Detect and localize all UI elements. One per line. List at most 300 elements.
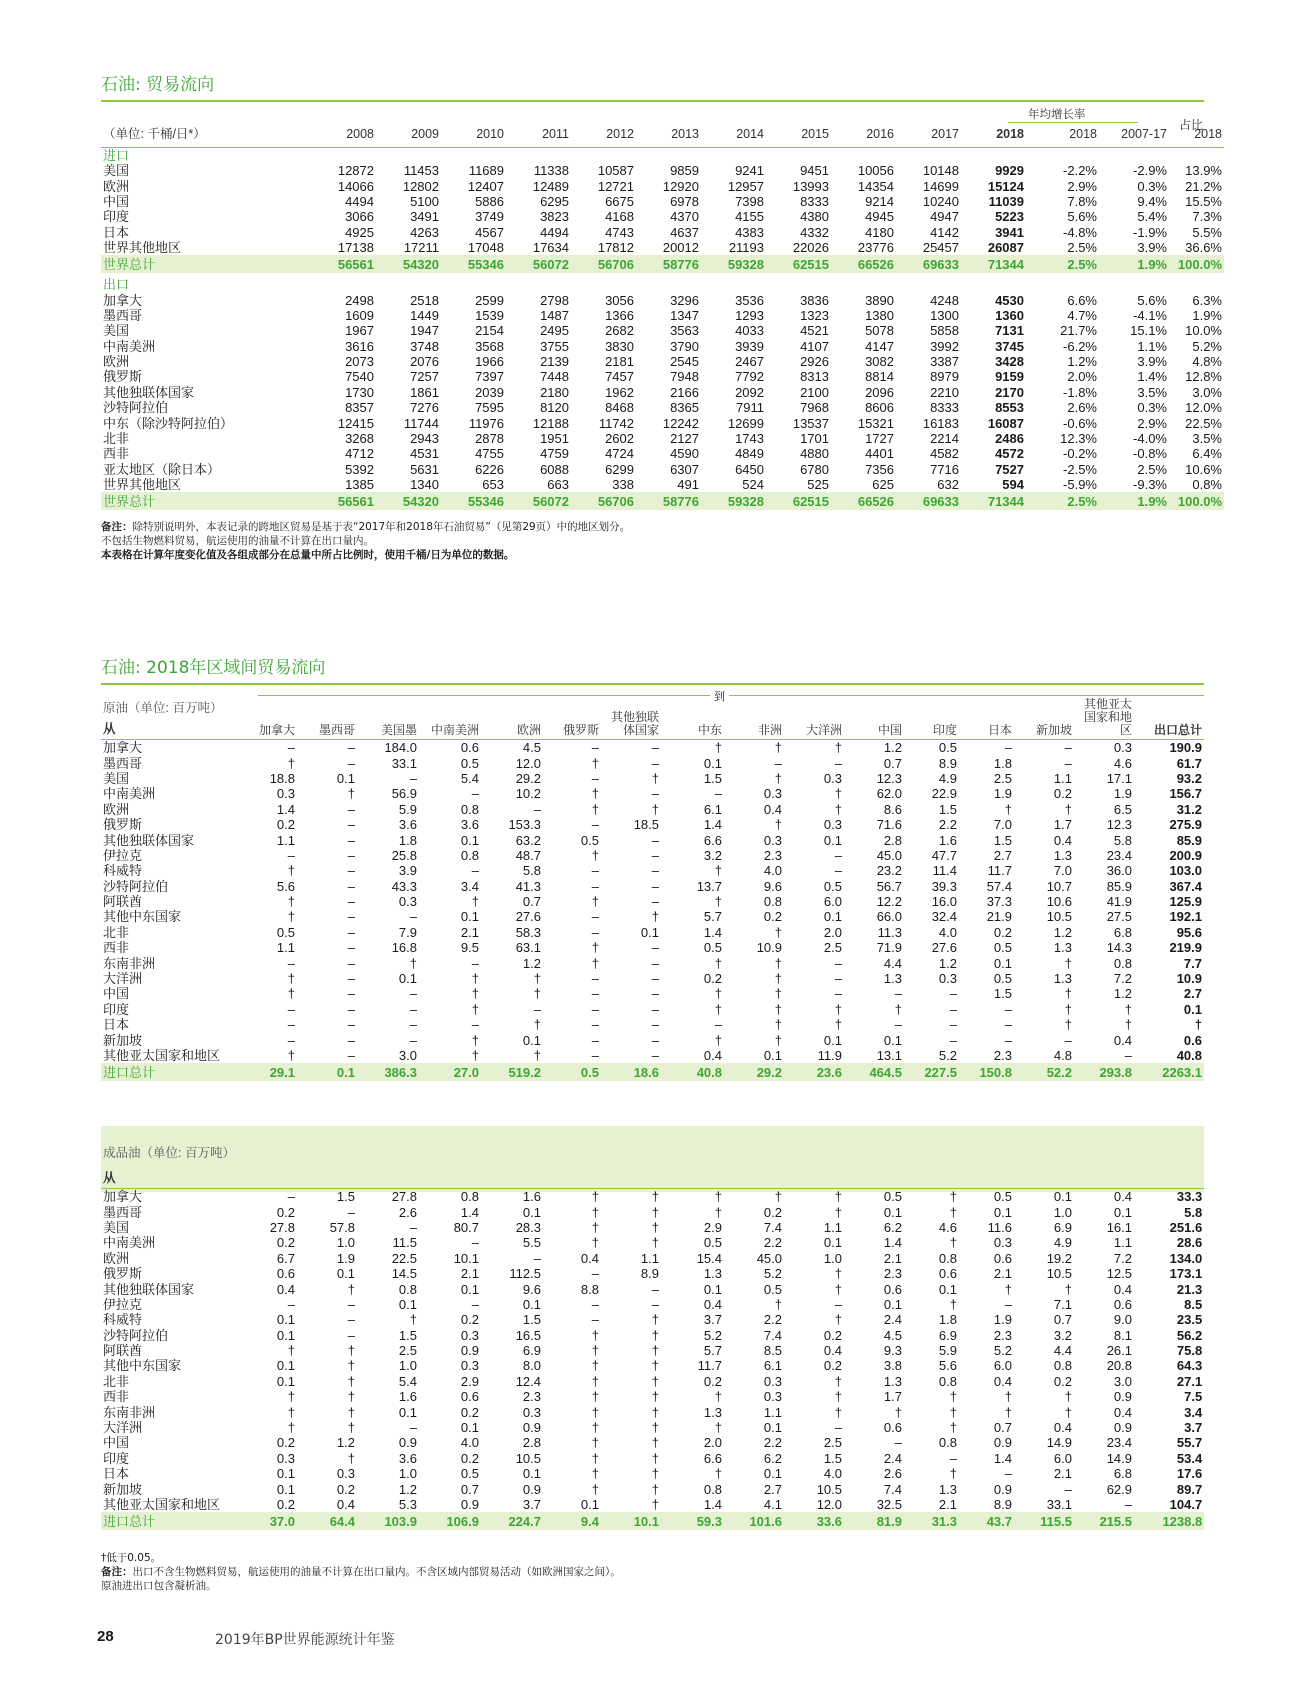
- value-cell: †: [774, 1017, 782, 1033]
- value-cell: 1.5: [522, 1312, 541, 1328]
- column-header-label: 俄罗斯: [562, 723, 599, 737]
- value-cell: –: [1004, 1032, 1012, 1048]
- value-cell: 13.7: [696, 878, 722, 894]
- to-rule: [258, 695, 1204, 696]
- value-cell: 16183: [922, 415, 959, 431]
- column-header-label: 日本: [987, 723, 1012, 737]
- value-cell: –: [347, 801, 355, 817]
- row-label: 新加坡: [103, 1032, 143, 1048]
- total-cell: 0.1: [297, 1063, 357, 1081]
- value-cell: †: [949, 1296, 957, 1312]
- value-cell: 1.5: [993, 986, 1012, 1002]
- value-cell: 2181: [605, 354, 634, 370]
- value-cell: 3.6: [398, 1450, 417, 1466]
- value-cell: 1.3: [1053, 847, 1072, 863]
- growth-cell: 12.0%: [1185, 400, 1222, 416]
- table2-notes: [101, 1551, 621, 1593]
- products-flow-table: [101, 1126, 1204, 1530]
- value-cell: 367.4: [1169, 878, 1202, 894]
- value-cell: 95.6: [1176, 924, 1202, 940]
- row-label: 印度: [103, 1450, 130, 1466]
- value-cell: 4567: [475, 224, 504, 240]
- value-cell: –: [834, 755, 842, 771]
- growth-cell: 12.3%: [1060, 431, 1097, 447]
- value-cell: 1.7: [1053, 817, 1072, 833]
- value-cell: 56706: [571, 255, 636, 273]
- value-cell: –: [591, 1001, 599, 1017]
- value-cell: 156.7: [1169, 786, 1202, 802]
- row-label: 美国: [103, 163, 130, 179]
- value-cell: 2210: [930, 384, 959, 400]
- value-cell: †: [651, 1481, 659, 1497]
- column-header-label: 墨西哥: [318, 723, 355, 737]
- column-header-label: 出口总计: [1153, 723, 1202, 737]
- value-cell: 69633: [896, 255, 961, 273]
- total-cell: 31.3: [904, 1512, 959, 1530]
- value-cell: –: [347, 878, 355, 894]
- value-cell: †: [287, 986, 295, 1002]
- value-cell: 1.9: [993, 1312, 1012, 1328]
- value-cell: –: [347, 1001, 355, 1017]
- value-cell: 57.8: [329, 1219, 355, 1235]
- value-cell: 2100: [800, 384, 829, 400]
- value-cell: –: [347, 986, 355, 1002]
- value-cell: †: [347, 1358, 355, 1374]
- value-cell: –: [834, 955, 842, 971]
- growth-rule: [1008, 122, 1138, 123]
- value-cell: 56561: [311, 255, 376, 273]
- value-cell: †: [651, 1404, 659, 1420]
- value-cell: †: [834, 1189, 842, 1205]
- value-cell: †: [774, 986, 782, 1002]
- value-cell: †: [774, 1001, 782, 1017]
- value-cell: –: [651, 1017, 659, 1033]
- value-cell: †: [714, 1389, 722, 1405]
- value-cell: 6.6: [703, 1450, 722, 1466]
- value-cell: 57.4: [986, 878, 1012, 894]
- row-label: 中国: [103, 986, 130, 1002]
- growth-cell: 6.4%: [1192, 446, 1222, 462]
- value-cell: 61.7: [1176, 755, 1202, 771]
- value-cell: 0.9: [993, 1435, 1012, 1451]
- value-cell: †: [651, 1204, 659, 1220]
- value-cell: 58776: [636, 492, 701, 510]
- growth-cell: -4.8%: [1063, 224, 1097, 240]
- value-cell: 3.8: [883, 1358, 902, 1374]
- value-cell: 8365: [670, 400, 699, 416]
- value-cell: 15.4: [696, 1250, 722, 1266]
- value-cell: 1.2: [1113, 986, 1132, 1002]
- total-cell: 2263.1: [1134, 1063, 1204, 1081]
- value-cell: 9.6: [763, 878, 782, 894]
- value-cell: 27.5: [1106, 909, 1132, 925]
- value-cell: †: [834, 1001, 842, 1017]
- row-label: 墨西哥: [103, 1204, 143, 1220]
- value-cell: 8.9: [640, 1266, 659, 1282]
- table-row: [101, 1251, 1204, 1266]
- value-cell: 10240: [922, 193, 959, 209]
- value-cell: †: [1064, 955, 1072, 971]
- value-cell: 0.4: [1053, 1420, 1072, 1436]
- value-cell: 11.7: [987, 863, 1012, 879]
- value-cell: 0.1: [522, 1466, 541, 1482]
- column-header-label: 加拿大: [258, 723, 295, 737]
- value-cell: –: [651, 1296, 659, 1312]
- value-cell: 37.3: [986, 894, 1012, 910]
- value-cell: 6.1: [763, 1358, 782, 1374]
- value-cell: 12699: [727, 415, 764, 431]
- value-cell: †: [714, 1420, 722, 1436]
- value-cell: 7.2: [1113, 1250, 1132, 1266]
- year-header: 2014: [736, 127, 764, 141]
- table-row: [101, 1404, 1204, 1419]
- value-cell: 2.1: [1053, 1466, 1072, 1482]
- value-cell: 0.1: [276, 1466, 295, 1482]
- note-line: 原油进出口包含凝析油。: [101, 1580, 217, 1592]
- value-cell: 4.6: [1113, 755, 1132, 771]
- total-cell: 40.8: [661, 1063, 724, 1081]
- value-cell: 190.9: [1169, 740, 1202, 756]
- value-cell: 0.3: [522, 1404, 541, 1420]
- value-cell: –: [651, 1001, 659, 1017]
- table-row: [101, 1281, 1204, 1296]
- value-cell: 4.5: [883, 1327, 902, 1343]
- value-cell: 153.3: [508, 817, 541, 833]
- value-cell: †: [591, 1404, 599, 1420]
- value-cell: 2.5: [993, 770, 1012, 786]
- value-cell: 1.6: [938, 832, 957, 848]
- value-cell: 0.3: [763, 1389, 782, 1405]
- value-cell: 4248: [930, 292, 959, 308]
- value-cell: 0.8: [460, 1189, 479, 1205]
- growth-cell: 2.6%: [1067, 400, 1097, 416]
- value-cell: 2.6: [883, 1466, 902, 1482]
- value-cell: 5.3: [398, 1497, 417, 1512]
- value-cell: †: [774, 770, 782, 786]
- value-cell: –: [1064, 755, 1072, 771]
- growth-cell: 1.9%: [1192, 307, 1222, 323]
- value-cell: 56072: [506, 492, 571, 510]
- value-cell: –: [591, 1048, 599, 1063]
- value-cell: 1743: [735, 431, 764, 447]
- growth-cell: -2.9%: [1133, 163, 1167, 179]
- value-cell: 0.2: [993, 924, 1012, 940]
- value-cell: 0.1: [522, 1296, 541, 1312]
- value-cell: 4.0: [763, 863, 782, 879]
- value-cell: †: [287, 894, 295, 910]
- table-row: [101, 178, 1224, 193]
- table-row: [101, 1358, 1204, 1373]
- row-label: 美国: [103, 323, 130, 339]
- value-cell: –: [409, 1420, 417, 1436]
- table-row: [101, 1002, 1204, 1017]
- column-header: [1134, 698, 1204, 737]
- value-cell: †: [834, 1389, 842, 1405]
- value-cell: 11.6: [987, 1219, 1012, 1235]
- value-cell: 1.5: [398, 1327, 417, 1343]
- value-cell: 0.8: [1113, 955, 1132, 971]
- column-header-row: [101, 698, 1204, 737]
- column-header: [1074, 698, 1134, 737]
- value-cell: †: [1004, 1404, 1012, 1420]
- value-cell: †: [347, 1389, 355, 1405]
- value-cell: 12.0: [816, 1497, 842, 1512]
- value-cell: 1.9: [336, 1250, 355, 1266]
- value-cell: 4.0: [460, 1435, 479, 1451]
- total-cell: 27.0: [419, 1063, 481, 1081]
- value-cell: –: [591, 1032, 599, 1048]
- value-cell: 0.3: [763, 1373, 782, 1389]
- value-cell: 5.6: [938, 1358, 957, 1374]
- value-cell: †: [834, 1266, 842, 1282]
- value-cell: –: [471, 1296, 479, 1312]
- total-cell: 106.9: [419, 1512, 481, 1530]
- value-cell: 69633: [896, 492, 961, 510]
- share-header: 占比: [1178, 118, 1203, 132]
- value-cell: 23.2: [876, 863, 902, 879]
- table-row: [101, 1220, 1204, 1235]
- value-cell: 0.9: [993, 1481, 1012, 1497]
- value-cell: 1.4: [703, 1497, 722, 1512]
- value-cell: 1951: [540, 431, 569, 447]
- value-cell: 6.2: [883, 1219, 902, 1235]
- value-cell: 27.8: [391, 1189, 417, 1205]
- value-cell: –: [949, 986, 957, 1002]
- value-cell: 11.7: [697, 1358, 722, 1374]
- value-cell: –: [651, 986, 659, 1002]
- value-cell: †: [774, 1189, 782, 1205]
- row-label: 其他亚太国家和地区: [103, 1048, 221, 1063]
- row-label: 大洋洲: [103, 1420, 143, 1436]
- value-cell: –: [347, 1312, 355, 1328]
- value-cell: 7.9: [398, 924, 417, 940]
- table-row: [101, 369, 1224, 384]
- value-cell: †: [714, 863, 722, 879]
- year-header: 2011: [542, 127, 569, 141]
- value-cell: 184.0: [384, 740, 417, 756]
- value-cell: 5886: [475, 193, 504, 209]
- value-cell: 8606: [865, 400, 894, 416]
- value-cell: 4168: [605, 209, 634, 225]
- value-cell: 12489: [532, 178, 569, 194]
- table-row: [101, 446, 1224, 461]
- row-label: 加拿大: [103, 740, 143, 756]
- value-cell: 9.6: [522, 1281, 541, 1297]
- value-cell: 0.6: [460, 740, 479, 756]
- value-cell: 19.2: [1046, 1250, 1072, 1266]
- value-cell: 4.9: [938, 770, 957, 786]
- value-cell: 2878: [475, 431, 504, 447]
- value-cell: 6780: [800, 461, 829, 477]
- value-cell: 2.1: [938, 1497, 957, 1512]
- value-cell: 11453: [403, 163, 439, 179]
- table-row: [101, 1451, 1204, 1466]
- value-cell: 2.1: [460, 924, 479, 940]
- value-cell: 0.4: [580, 1250, 599, 1266]
- value-cell: 3387: [930, 354, 959, 370]
- value-cell: 12188: [532, 415, 569, 431]
- value-cell: 12957: [727, 178, 764, 194]
- value-cell: †: [834, 1373, 842, 1389]
- value-cell: 1.3: [1053, 971, 1072, 987]
- total-cell: 0.5: [543, 1063, 601, 1081]
- value-cell: 10.9: [1176, 971, 1202, 987]
- value-cell: †: [287, 1389, 295, 1405]
- value-cell: 14066: [337, 178, 374, 194]
- value-cell: 0.9: [460, 1497, 479, 1512]
- value-cell: †: [591, 1481, 599, 1497]
- value-cell: †: [949, 1420, 957, 1436]
- value-cell: –: [1064, 740, 1072, 756]
- value-cell: –: [949, 1450, 957, 1466]
- value-cell: 1.2: [336, 1435, 355, 1451]
- value-cell: –: [347, 971, 355, 987]
- value-cell: –: [714, 1017, 722, 1033]
- row-label: 北非: [103, 924, 130, 940]
- value-cell: 2943: [410, 431, 439, 447]
- value-cell: †: [651, 909, 659, 925]
- value-cell: †: [591, 1219, 599, 1235]
- value-cell: 12920: [662, 178, 699, 194]
- row-label: 沙特阿拉伯: [103, 1327, 169, 1343]
- growth-cell: -4.0%: [1133, 431, 1167, 447]
- value-cell: –: [1004, 1466, 1012, 1482]
- value-cell: –: [347, 755, 355, 771]
- value-cell: 0.2: [703, 971, 722, 987]
- value-cell: 2.1: [883, 1250, 902, 1266]
- growth-cell: 5.5%: [1192, 224, 1222, 240]
- value-cell: 7276: [410, 400, 439, 416]
- value-cell: –: [347, 1327, 355, 1343]
- value-cell: 0.1: [522, 1204, 541, 1220]
- value-cell: 10.9: [756, 940, 782, 956]
- value-cell: 0.8: [763, 894, 782, 910]
- row-label: 欧洲: [103, 1250, 130, 1266]
- row-label: 沙特阿拉伯: [103, 878, 169, 894]
- value-cell: 1347: [670, 307, 699, 323]
- value-cell: 3748: [410, 338, 439, 354]
- value-cell: 5.9: [398, 801, 417, 817]
- value-cell: 1.1: [276, 832, 295, 848]
- value-cell: 3.7: [1184, 1420, 1203, 1436]
- value-cell: 0.4: [1113, 1281, 1132, 1297]
- value-cell: 6226: [475, 461, 504, 477]
- value-cell: †: [1064, 1017, 1072, 1033]
- value-cell: –: [894, 986, 902, 1002]
- value-cell: †: [347, 1343, 355, 1359]
- value-cell: 0.2: [460, 1450, 479, 1466]
- value-cell: 5.6: [276, 878, 295, 894]
- row-label: 其他中东国家: [103, 1358, 182, 1374]
- value-cell: 6088: [540, 461, 569, 477]
- value-cell: –: [591, 863, 599, 879]
- value-cell: †: [949, 1389, 957, 1405]
- value-cell: 8468: [605, 400, 634, 416]
- table-row: [101, 1389, 1204, 1404]
- value-cell: 0.5: [993, 971, 1012, 987]
- value-cell: 0.1: [522, 1032, 541, 1048]
- row-label: 美国: [103, 1219, 130, 1235]
- value-cell: –: [347, 924, 355, 940]
- note-line: †低于0.05。: [101, 1552, 162, 1564]
- value-cell: 17634: [532, 240, 569, 256]
- value-cell: †: [714, 955, 722, 971]
- value-cell: †: [651, 1358, 659, 1374]
- value-cell: 6978: [670, 193, 699, 209]
- value-cell: †: [591, 801, 599, 817]
- value-cell: 53.4: [1176, 1450, 1203, 1466]
- value-cell: 3056: [605, 292, 634, 308]
- value-cell: 1.4: [703, 924, 722, 940]
- value-cell: 10056: [857, 163, 894, 179]
- value-cell: 0.1: [398, 971, 417, 987]
- value-cell: 9859: [670, 163, 699, 179]
- value-cell: 0.3: [336, 1466, 355, 1482]
- value-cell: 6.2: [763, 1450, 782, 1466]
- value-cell: 3536: [735, 292, 764, 308]
- row-label: 科威特: [103, 1312, 143, 1328]
- value-cell: 1539: [475, 307, 504, 323]
- table-row: [101, 755, 1204, 770]
- value-cell: 0.9: [1113, 1389, 1132, 1405]
- value-cell: –: [347, 1032, 355, 1048]
- year-header: 2017: [931, 127, 959, 141]
- value-cell: 23.5: [1176, 1312, 1203, 1328]
- table-row: [101, 786, 1204, 801]
- value-cell: 2039: [475, 384, 504, 400]
- value-cell: 2.0: [823, 924, 842, 940]
- value-cell: 12802: [402, 178, 439, 194]
- value-cell: 0.2: [1053, 786, 1072, 802]
- value-cell: 0.6: [993, 1250, 1012, 1266]
- value-cell: †: [287, 1420, 295, 1436]
- value-cell: 64.3: [1176, 1358, 1203, 1374]
- row-label: 俄罗斯: [103, 369, 143, 385]
- value-cell: 2.5: [398, 1343, 417, 1359]
- table-row: [101, 1048, 1204, 1063]
- note-line: 本表格在计算年度变化值及各组成部分在总量中所占比例时，使用千桶/日为单位的数据。: [101, 549, 515, 561]
- value-cell: 0.8: [460, 847, 479, 863]
- column-header-label: 其他独联体国家: [610, 710, 659, 737]
- value-cell: 0.1: [460, 909, 479, 925]
- value-cell: 0.1: [276, 1373, 295, 1389]
- value-cell: †: [834, 1404, 842, 1420]
- value-cell: 0.5: [993, 1189, 1012, 1205]
- value-cell: –: [1064, 1481, 1072, 1497]
- column-header: [904, 698, 959, 737]
- growth-cell: 3.9%: [1137, 354, 1167, 370]
- value-cell: –: [651, 755, 659, 771]
- value-cell: 4759: [540, 446, 569, 462]
- value-cell: 7.1: [1053, 1296, 1072, 1312]
- value-cell: †: [949, 1189, 957, 1205]
- value-cell: 0.7: [460, 1481, 479, 1497]
- row-label: 中国: [103, 1435, 130, 1451]
- value-cell: 4.4: [883, 955, 902, 971]
- value-cell: 10.2: [515, 786, 541, 802]
- value-cell: 7911: [736, 400, 764, 416]
- value-cell: –: [651, 1281, 659, 1297]
- table-row: [101, 462, 1224, 477]
- growth-cell: 5.4%: [1137, 209, 1167, 225]
- value-cell: 39.3: [931, 878, 957, 894]
- value-cell: 12721: [597, 178, 634, 194]
- value-cell: 4107: [800, 338, 829, 354]
- value-cell: †: [651, 1389, 659, 1405]
- value-cell: 7.4: [763, 1327, 782, 1343]
- total-cell: 103.9: [357, 1512, 419, 1530]
- growth-cell: 3.0%: [1192, 384, 1222, 400]
